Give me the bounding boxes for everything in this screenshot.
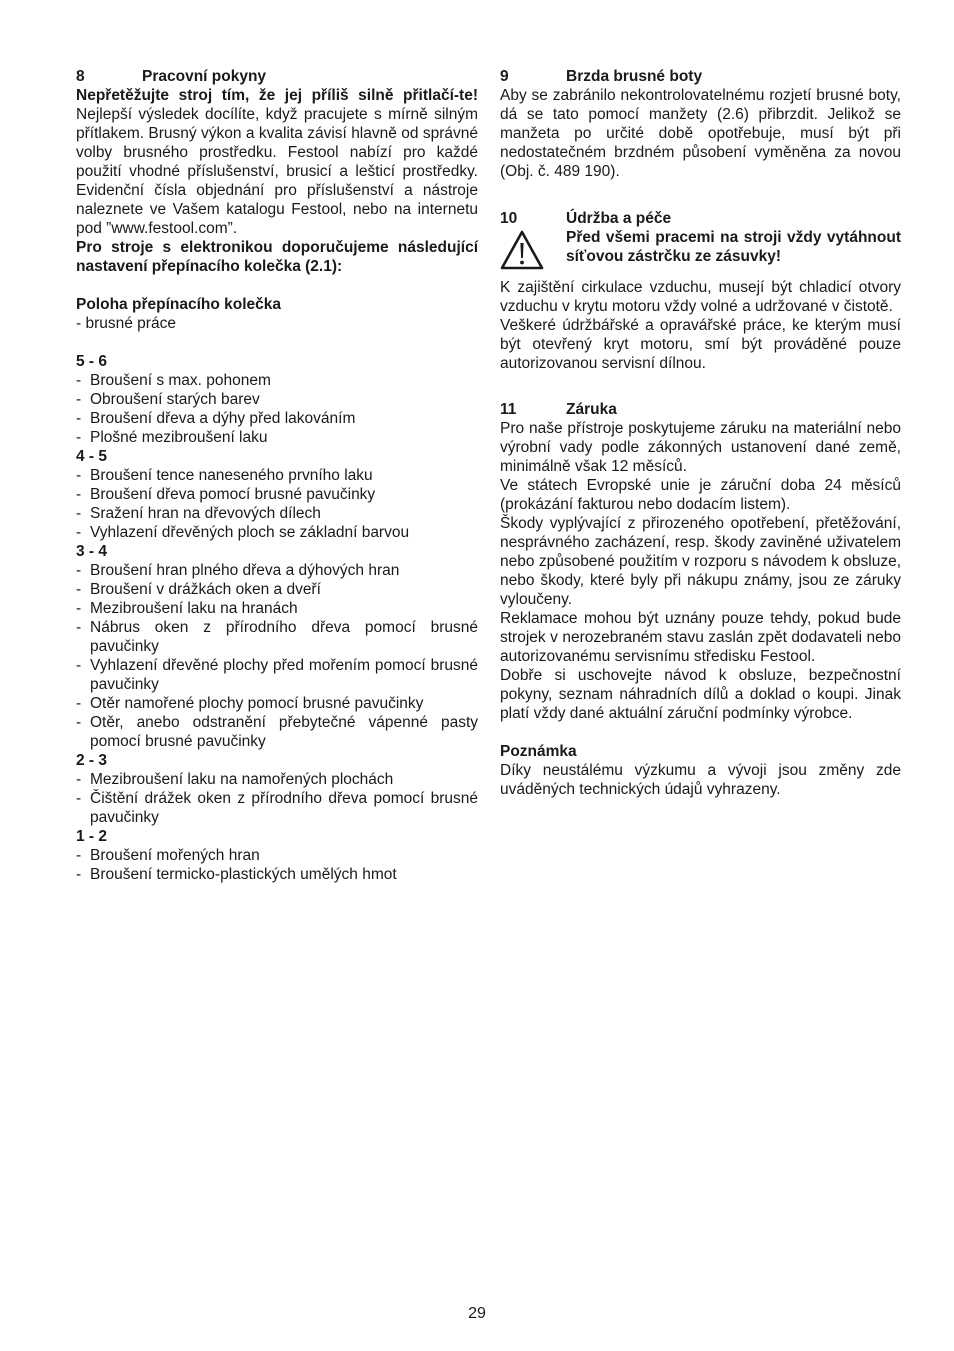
section-title: Záruka (566, 401, 617, 418)
warning-text: Před všemi pracemi na stroji vždy vytáhnout síťovou zástrčku ze zásuvky! (566, 229, 901, 265)
range-group (76, 827, 478, 884)
overload-warning: Nepřetěžujte stroj tím, že jej příliš silně přitlačí-te! (76, 87, 478, 104)
list-item: - Broušení termicko-plastických umělých hmot (76, 865, 478, 884)
list-item: - Otěr namořené plochy pomocí brusné pavučinky (76, 694, 478, 713)
list-item: - Obroušení starých barev (76, 390, 478, 409)
list-item: - Broušení hran plného dřeva a dýhových hran (76, 561, 478, 580)
list-item: - Broušení dřeva a dýhy před lakováním (76, 409, 478, 428)
list-item: - Broušení tence naneseného prvního laku (76, 466, 478, 485)
section-11-paragraph: Dobře si uschovejte návod k obsluze, bezpečnostní pokyny, seznam náhradních dílů a doklad o koupi. Jinak platí vždy dané aktuální záruční podmínky výrobce. (500, 667, 901, 722)
list-item: - Vyhlazení dřevěných ploch se základní barvou (76, 523, 478, 542)
list-item: - Plošné mezibroušení laku (76, 428, 478, 447)
list-item: - Vyhlazení dřevěné plochy před mořením pomocí brusné pavučinky (76, 656, 478, 694)
list-item: - Broušení v drážkách oken a dveří (76, 580, 478, 599)
left-column (76, 67, 478, 884)
range-group (76, 352, 478, 447)
list-item: - Broušení dřeva pomocí brusné pavučinky (76, 485, 478, 504)
right-column (500, 67, 901, 799)
range-list (76, 371, 478, 447)
position-text: - brusné práce (76, 315, 176, 332)
list-item: - Čištění drážek oken z přírodního dřeva pomocí brusné pavučinky (76, 789, 478, 827)
section-10-heading (500, 209, 901, 228)
note-title: Poznámka (500, 743, 577, 760)
section-9-heading (500, 67, 901, 86)
range-label: 2 - 3 (76, 752, 108, 769)
page-number: 29 (468, 1305, 486, 1322)
section-11-paragraph: Ve státech Evropské unie je záruční doba 24 měsíců (prokázání fakturou nebo dodacím listem). (500, 477, 901, 513)
range-list (76, 770, 478, 827)
section-11-paragraph: Pro naše přístroje poskytujeme záruku na materiální nebo výrobní vady podle zákonných ustanovení dané země, minimálně však 12 měsíců. (500, 420, 901, 475)
range-group (76, 751, 478, 827)
section-number: 9 (500, 68, 509, 85)
section-8-intro (76, 86, 478, 238)
section-number: 8 (76, 68, 85, 85)
range-group (76, 542, 478, 751)
list-item: - Sražení hran na dřevových dílech (76, 504, 478, 523)
list-item: - Mezibroušení laku na namořených plochách (76, 770, 478, 789)
range-list (76, 466, 478, 542)
list-item: - Nábrus oken z přírodního dřeva pomocí brusné pavučinky (76, 618, 478, 656)
range-group (76, 447, 478, 542)
range-label: 1 - 2 (76, 828, 108, 845)
section-11-paragraph: Škody vyplývající z přirozeného opotřebení, přetěžování, nesprávného zacházení, resp. škody zaviněné uživatelem nebo způsobené použitím v rozporu s návodem k obsluze, nebo škody, které byly při nákupu známy, jsou ze záruky vyloučeny. (500, 515, 901, 608)
section-9-text: Aby se zabránilo nekontrolovatelnému rozjetí brusné boty, dá se tato pomocí manžety (2.6) přibrzdit. Jelikož se manžeta po určité době opotřebuje, musí být při nedostatečném brzdném působení vyměněna za novou (Obj. č. 489 190). (500, 87, 901, 180)
list-item: - Mezibroušení laku na hranách (76, 599, 478, 618)
list-item: - Broušení mořených hran (76, 846, 478, 865)
section-11-paragraph: Reklamace mohou být uznány pouze tehdy, pokud bude strojek v nerozebraném stavu zaslán zpět dodavateli nebo autorizovanému servisnímu středisku Festool. (500, 610, 901, 665)
section-number: 11 (500, 401, 517, 418)
warning-triangle-icon (500, 230, 544, 270)
note-text: Díky neustálému výzkumu a vývoji jsou změny zde uváděných technických údajů vyhrazeny. (500, 762, 901, 798)
position-title: Poloha přepínacího kolečka (76, 296, 282, 313)
electronics-recommendation: Pro stroje s elektronikou doporučujeme následující nastavení přepínacího kolečka (2.1): (76, 239, 478, 275)
range-list (76, 846, 478, 884)
list-item: - Broušení s max. pohonem (76, 371, 478, 390)
section-number: 10 (500, 210, 518, 227)
section-title: Údržba a péče (566, 210, 672, 227)
section-title: Pracovní pokyny (142, 68, 267, 85)
list-item: - Otěr, anebo odstranění přebytečné vápenné pasty pomocí brusné pavučinky (76, 713, 478, 751)
range-label: 4 - 5 (76, 448, 108, 465)
range-list (76, 561, 478, 751)
warning-block (500, 228, 901, 270)
section-10-paragraph: Veškeré údržbářské a opravářské práce, ke kterým musí být otevřený kryt motoru, smí být prováděné pouze autorizovanou servisní dílnou. (500, 317, 901, 372)
range-label: 3 - 4 (76, 543, 108, 560)
section-8-heading (76, 67, 478, 86)
range-label: 5 - 6 (76, 353, 108, 370)
section-10-paragraph: K zajištění cirkulace vzduchu, musejí být chladicí otvory vzduchu v krytu motoru vždy volné a udržované v čistotě. (500, 279, 901, 315)
section-title: Brzda brusné boty (566, 68, 703, 85)
section-11-heading (500, 400, 901, 419)
intro-text: Nejlepší výsledek docílíte, když pracujete s mírně silným přítlakem. Brusný výkon a kvalita závisí hlavně od správné volby brusného prostředku. Festool nabízí pro každé použití vhodné příslušenství, brusicí a lešticí prostředky. Evidenční čísla objednání pro příslušenství a nástroje naleznete ve Vašem katalogu Festool, nebo na internetu pod ”www.festool.com”. (76, 106, 478, 237)
